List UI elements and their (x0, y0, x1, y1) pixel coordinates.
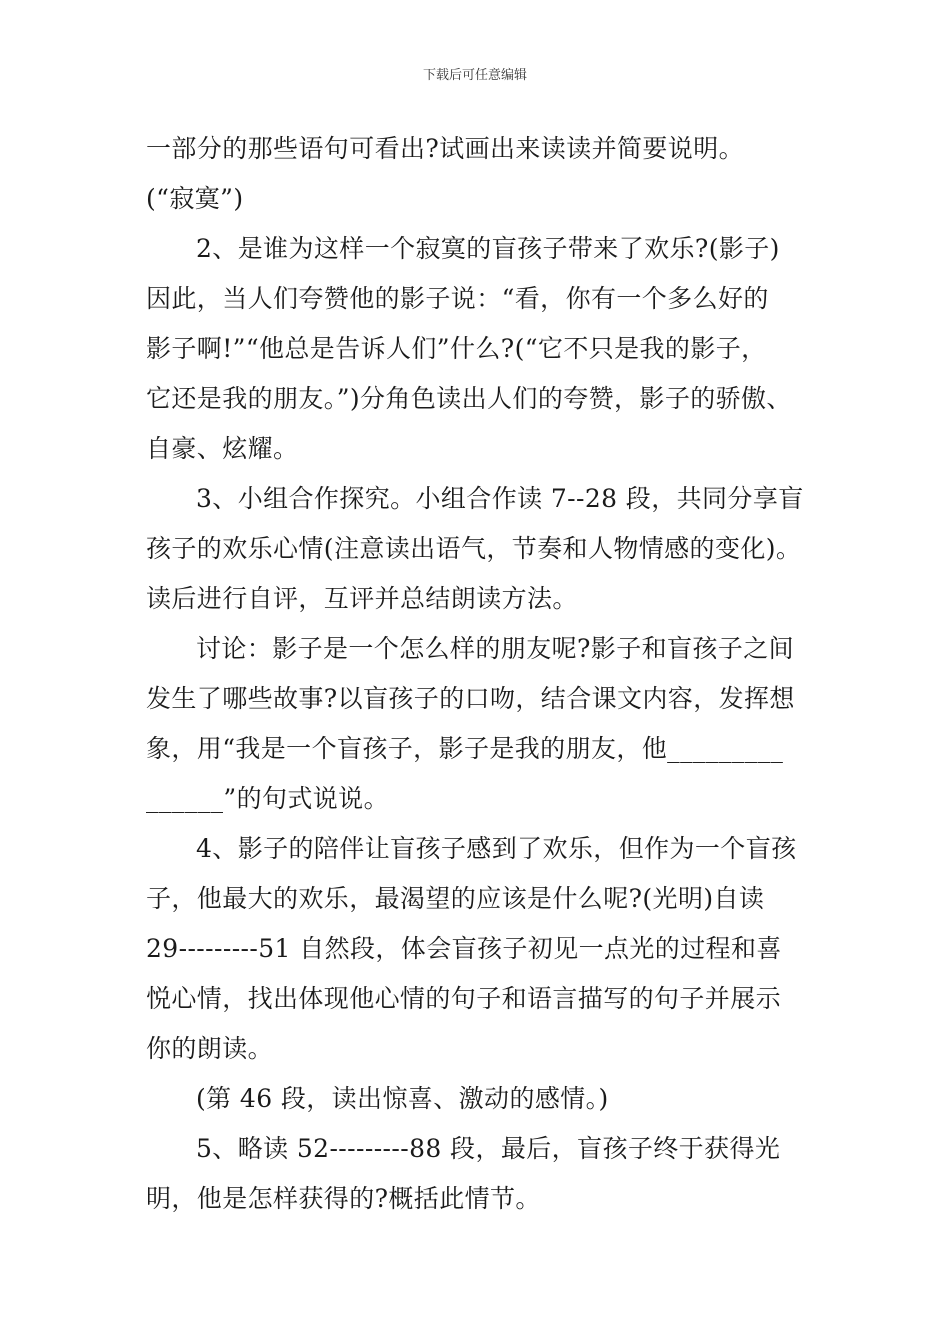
text-line-18: 悦心情，找出体现他心情的句子和语言描写的句子并展示 (146, 984, 782, 1013)
text-line-8: 3、小组合作探究。小组合作读 7--28 段，共同分享盲 (196, 484, 804, 513)
text-line-13: 象，用“我是一个盲孩子，影子是我的朋友，他_________ (146, 734, 784, 763)
text-line-17: 29---------51 自然段，体会盲孩子初见一点光的过程和喜 (146, 934, 782, 963)
text-line-12: 发生了哪些故事?以盲孩子的口吻，结合课文内容，发挥想 (146, 684, 795, 713)
text-line-7: 自豪、炫耀。 (146, 434, 299, 463)
text-line-11: 讨论：影子是一个怎么样的朋友呢?影子和盲孩子之间 (196, 634, 795, 663)
text-line-1: 一部分的那些语句可看出?试画出来读读并简要说明。 (146, 134, 745, 163)
text-line-3: 2、是谁为这样一个寂寞的盲孩子带来了欢乐?(影子) (196, 234, 780, 263)
text-line-14: ______”的句式说说。 (146, 784, 389, 813)
text-line-21: 5、略读 52---------88 段，最后，盲孩子终于获得光 (196, 1134, 781, 1163)
page-header: 下载后可任意编辑 (422, 68, 527, 83)
text-line-20: (第 46 段，读出惊喜、激动的感情。) (196, 1084, 609, 1113)
text-line-5: 影子啊!”“他总是告诉人们”什么?(“它不只是我的影子， (146, 334, 767, 363)
document-body (146, 124, 816, 1224)
text-line-10: 读后进行自评，互评并总结朗读方法。 (146, 584, 578, 613)
text-line-4: 因此，当人们夸赞他的影子说：“看，你有一个多么好的 (146, 284, 769, 313)
text-line-22: 明，他是怎样获得的?概括此情节。 (146, 1184, 541, 1213)
text-line-9: 孩子的欢乐心情(注意读出语气，节奏和人物情感的变化)。 (146, 534, 802, 563)
text-line-16: 子，他最大的欢乐，最渴望的应该是什么呢?(光明)自读 (146, 884, 765, 913)
text-line-19: 你的朗读。 (146, 1034, 274, 1063)
text-line-2: (“寂寞”) (146, 184, 244, 213)
text-line-15: 4、影子的陪伴让盲孩子感到了欢乐，但作为一个盲孩 (196, 834, 797, 863)
text-line-6: 它还是我的朋友。”)分角色读出人们的夸赞，影子的骄傲、 (146, 384, 792, 413)
